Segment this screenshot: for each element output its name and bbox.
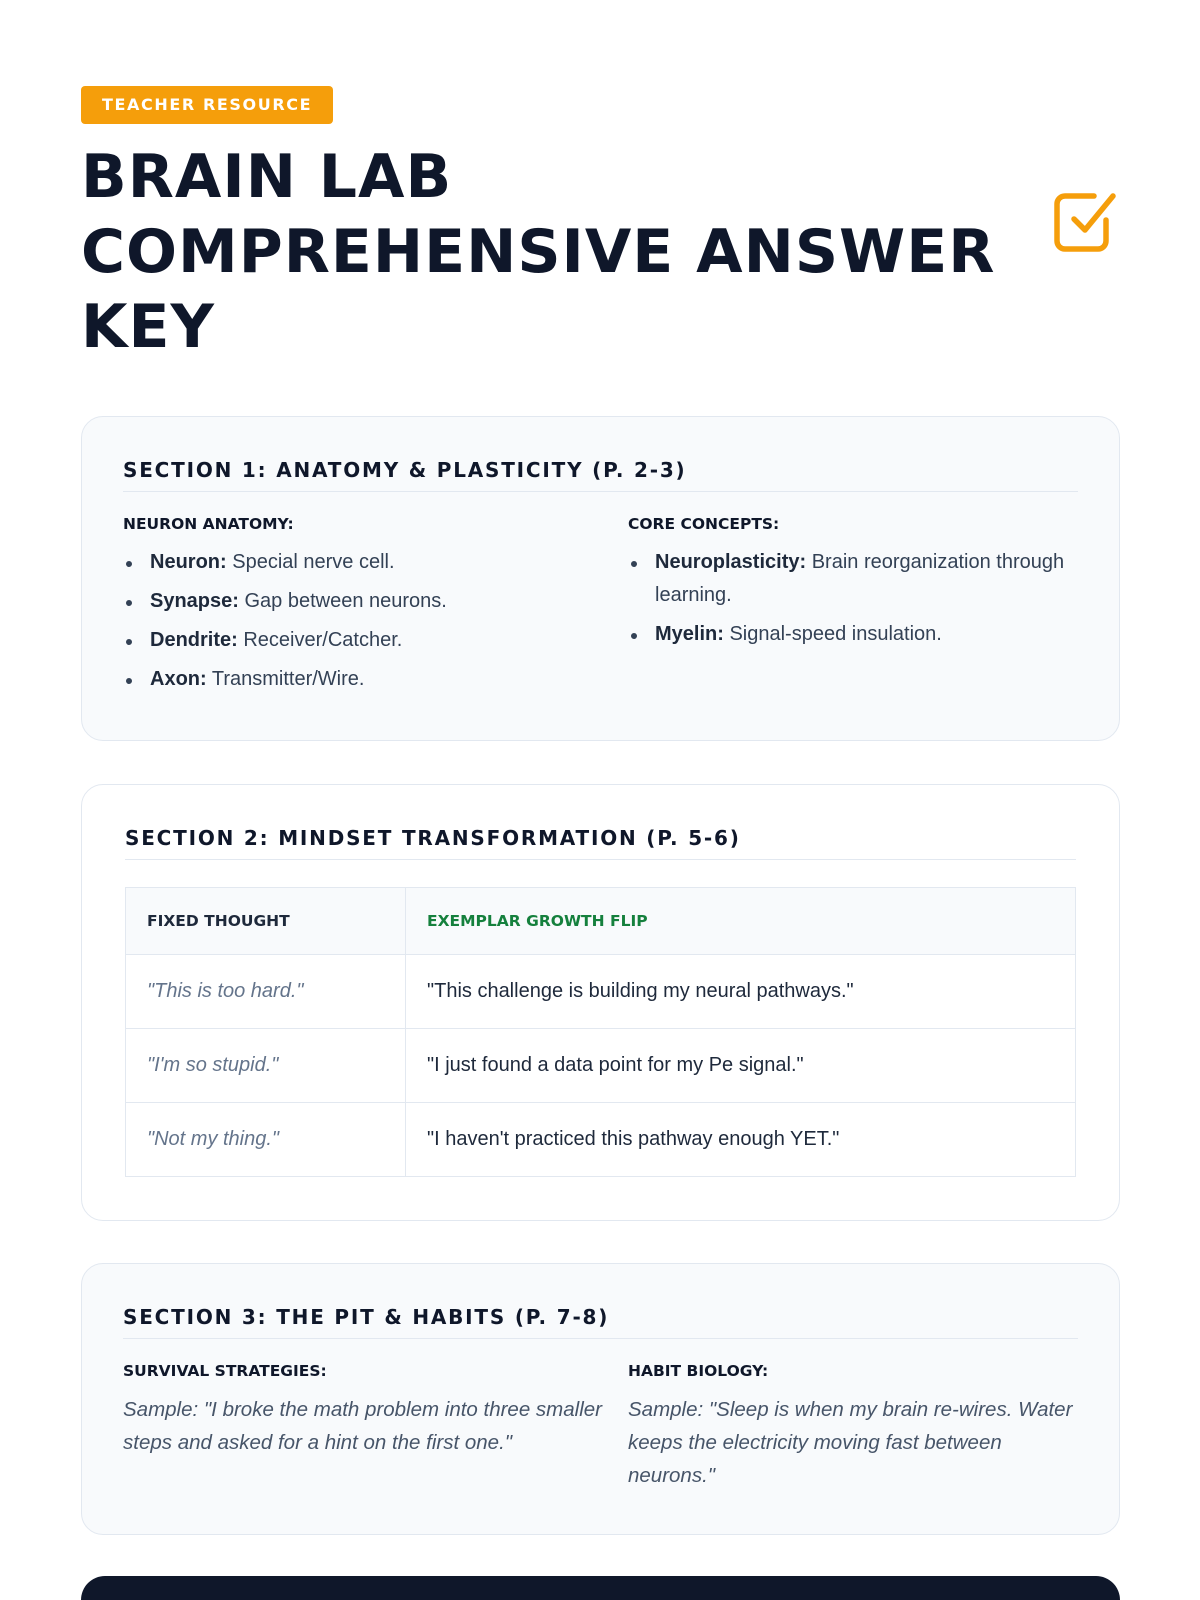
list-item [123,585,628,618]
fixed-thought-cell: "This is too hard." [126,955,406,1029]
title-line-2: COMPREHENSIVE ANSWER [81,217,996,287]
growth-flip-cell: "I haven't practiced this pathway enough YET." [406,1103,1076,1177]
footer-bar [81,1576,1120,1600]
term-definition: Gap between neurons. [238,590,447,612]
section-3-columns [123,1362,1078,1492]
term-label: Synapse: [150,590,239,612]
section-3-card [81,1263,1120,1535]
table-row [126,955,1076,1029]
survival-strategies-sample: Sample: "I broke the math problem into three smaller steps and asked for a hint on the first one." [123,1398,602,1454]
core-concepts-column [628,515,1078,702]
title-line-3: KEY [81,292,215,362]
checkbox-checked-icon [1050,188,1118,256]
survival-strategies-heading: SURVIVAL STRATEGIES: [123,1362,327,1380]
term-definition: Brain reorganization through learning. [655,551,1065,606]
neuron-anatomy-column [123,515,628,702]
list-item [123,546,628,579]
list-item [628,546,1078,612]
habit-biology-column [628,1362,1078,1492]
section-3-heading: SECTION 3: THE PIT & HABITS (P. 7-8) [123,1305,1078,1339]
table-header-row [126,888,1076,955]
list-item [123,663,628,696]
neuron-anatomy-list [123,546,628,696]
fixed-thought-cell: "Not my thing." [126,1103,406,1177]
term-definition: Special nerve cell. [226,551,395,573]
fixed-thought-cell: "I'm so stupid." [126,1029,406,1103]
term-label: Neuron: [150,551,227,573]
section-1-card [81,416,1120,741]
teacher-resource-badge: TEACHER RESOURCE [81,86,333,124]
section-2-card [81,784,1120,1221]
habit-biology-heading: HABIT BIOLOGY: [628,1362,769,1380]
list-item [123,624,628,657]
core-concepts-heading: CORE CONCEPTS: [628,515,780,533]
fixed-thought-header: FIXED THOUGHT [126,888,406,955]
neuron-anatomy-heading: NEURON ANATOMY: [123,515,294,533]
growth-flip-cell: "This challenge is building my neural pathways." [406,955,1076,1029]
section-1-columns [123,515,1078,702]
section-2-heading: SECTION 2: MINDSET TRANSFORMATION (P. 5-6) [125,826,1076,860]
term-definition: Signal-speed insulation. [723,623,942,645]
table-row [126,1103,1076,1177]
core-concepts-list [628,546,1078,651]
term-label: Axon: [150,668,207,690]
term-label: Neuroplasticity: [655,551,807,573]
term-label: Myelin: [655,623,724,645]
table-row [126,1029,1076,1103]
habit-biology-sample: Sample: "Sleep is when my brain re-wires. Water keeps the electricity moving fast between neurons." [628,1398,1073,1487]
term-definition: Transmitter/Wire. [206,668,365,690]
title-line-1: BRAIN LAB [81,142,453,212]
growth-flip-cell: "I just found a data point for my Pe signal." [406,1029,1076,1103]
term-label: Dendrite: [150,629,238,651]
survival-strategies-column [123,1362,628,1492]
mindset-table [125,887,1076,1177]
term-definition: Receiver/Catcher. [237,629,403,651]
page-title [81,140,1001,365]
growth-flip-header: EXEMPLAR GROWTH FLIP [406,888,1076,955]
list-item [628,618,1078,651]
section-1-heading: SECTION 1: ANATOMY & PLASTICITY (P. 2-3) [123,458,1078,492]
